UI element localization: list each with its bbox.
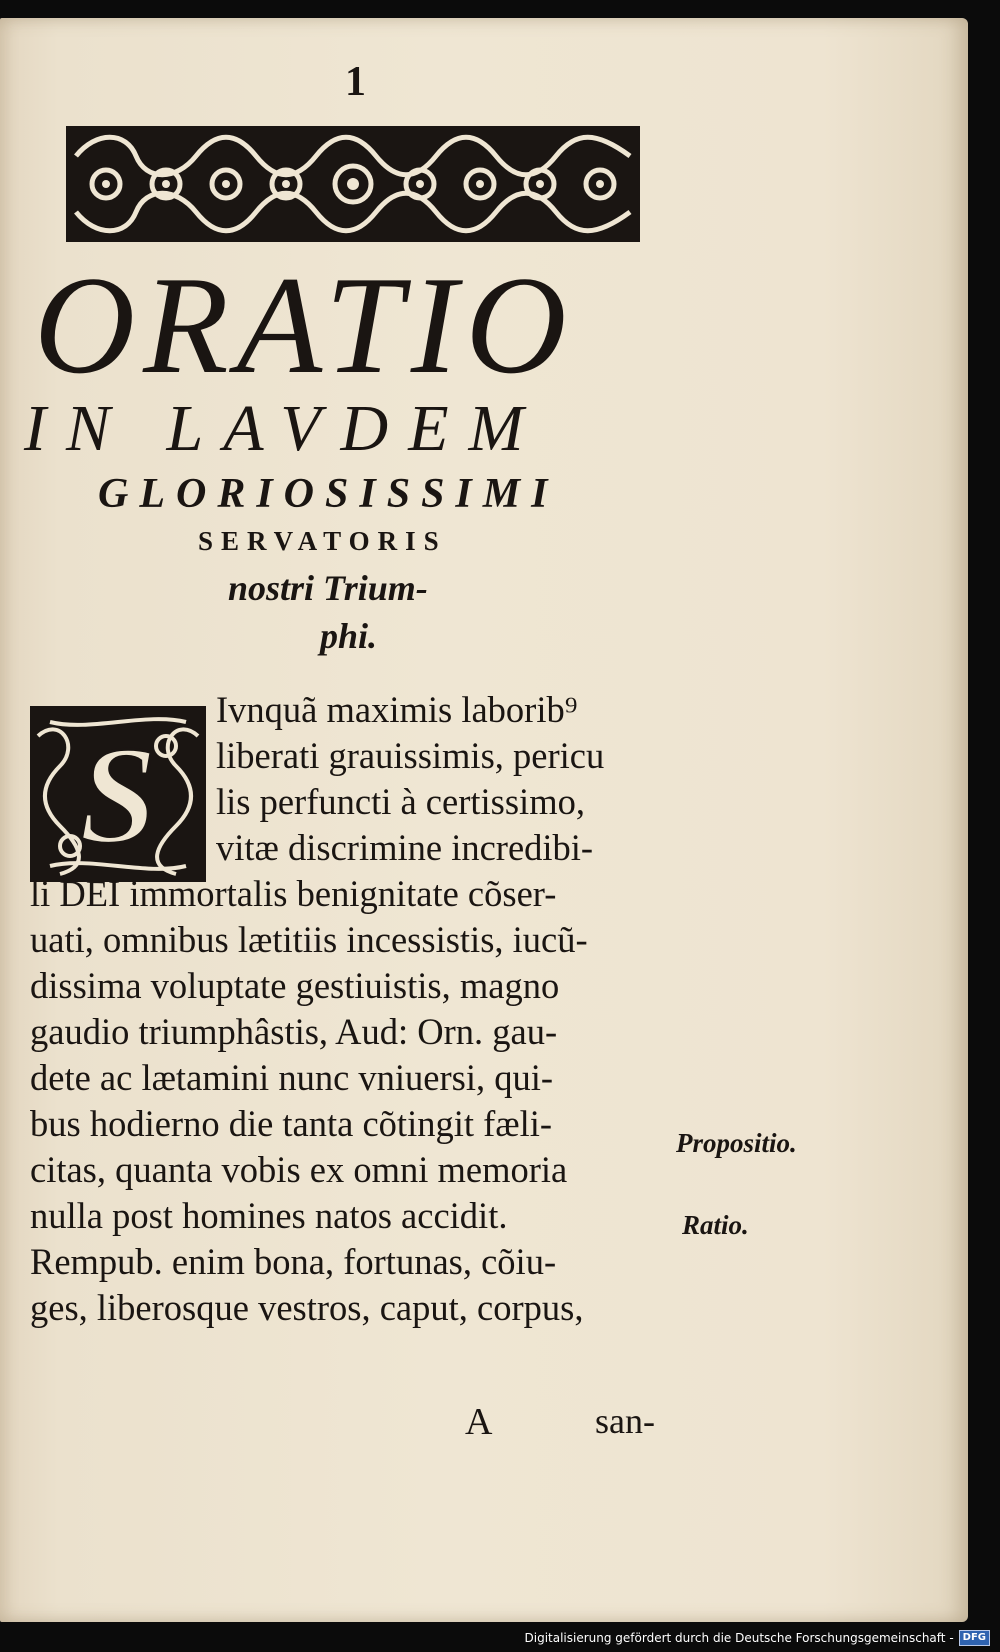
title-line-phi: phi.	[320, 616, 378, 656]
decorated-initial-letter	[30, 706, 206, 882]
body-line-9: dete ac lætamini nunc vniuersi, qui-	[30, 1057, 554, 1098]
credit-text: Digitalisierung gefördert durch die Deutsche Forschungsgemeinschaft -	[524, 1631, 954, 1645]
body-line-2: liberati grauissimis, pericu	[216, 735, 605, 776]
title-line-nostri-trium: nostri Trium-	[228, 568, 428, 608]
body-line-13: Rempub. enim bona, fortunas, cõiu-	[30, 1241, 557, 1282]
margin-note-propositio: Propositio.	[676, 1128, 797, 1158]
body-line-10: bus hodierno die tanta cõtingit fæli-	[30, 1103, 553, 1144]
dfg-logo: DFG	[959, 1630, 990, 1646]
title-line-in-laudem: IN LAVDEM	[24, 392, 544, 465]
body-line-12: nulla post homines natos accidit.	[30, 1195, 508, 1236]
page-number: 1	[345, 59, 366, 105]
body-line-1: Ivnquã maximis laborib⁹	[216, 689, 578, 730]
title-line-gloriosissimi: GLORIOSISSIMI	[98, 471, 559, 517]
body-line-14: ges, liberosque vestros, caput, corpus,	[30, 1287, 584, 1328]
body-line-8: gaudio triumphâstis, Aud: Orn. gau-	[30, 1011, 558, 1052]
margin-note-ratio: Ratio.	[682, 1210, 749, 1240]
book-page	[0, 18, 968, 1622]
body-line-5: li DEI immortalis benignitate cõser-	[30, 873, 557, 914]
title-line-servatoris: SERVATORIS	[198, 526, 447, 556]
drop-cap-letter: S	[79, 718, 157, 873]
body-line-7: dissima voluptate gestiuistis, magno	[30, 965, 560, 1006]
body-line-4: vitæ discrimine incredibi-	[216, 827, 594, 868]
title-line-oratio: ORATIO	[34, 248, 575, 403]
body-line-11: citas, quanta vobis ex omni memoria	[30, 1149, 568, 1190]
catchword: san-	[595, 1401, 655, 1441]
signature-mark: A	[465, 1401, 493, 1443]
body-line-3: lis perfuncti à certissimo,	[216, 781, 585, 822]
ornamental-header-band	[66, 126, 640, 242]
body-line-6: uati, omnibus lætitiis incessistis, iucũ-	[30, 919, 588, 960]
digitization-credit	[525, 1626, 991, 1650]
